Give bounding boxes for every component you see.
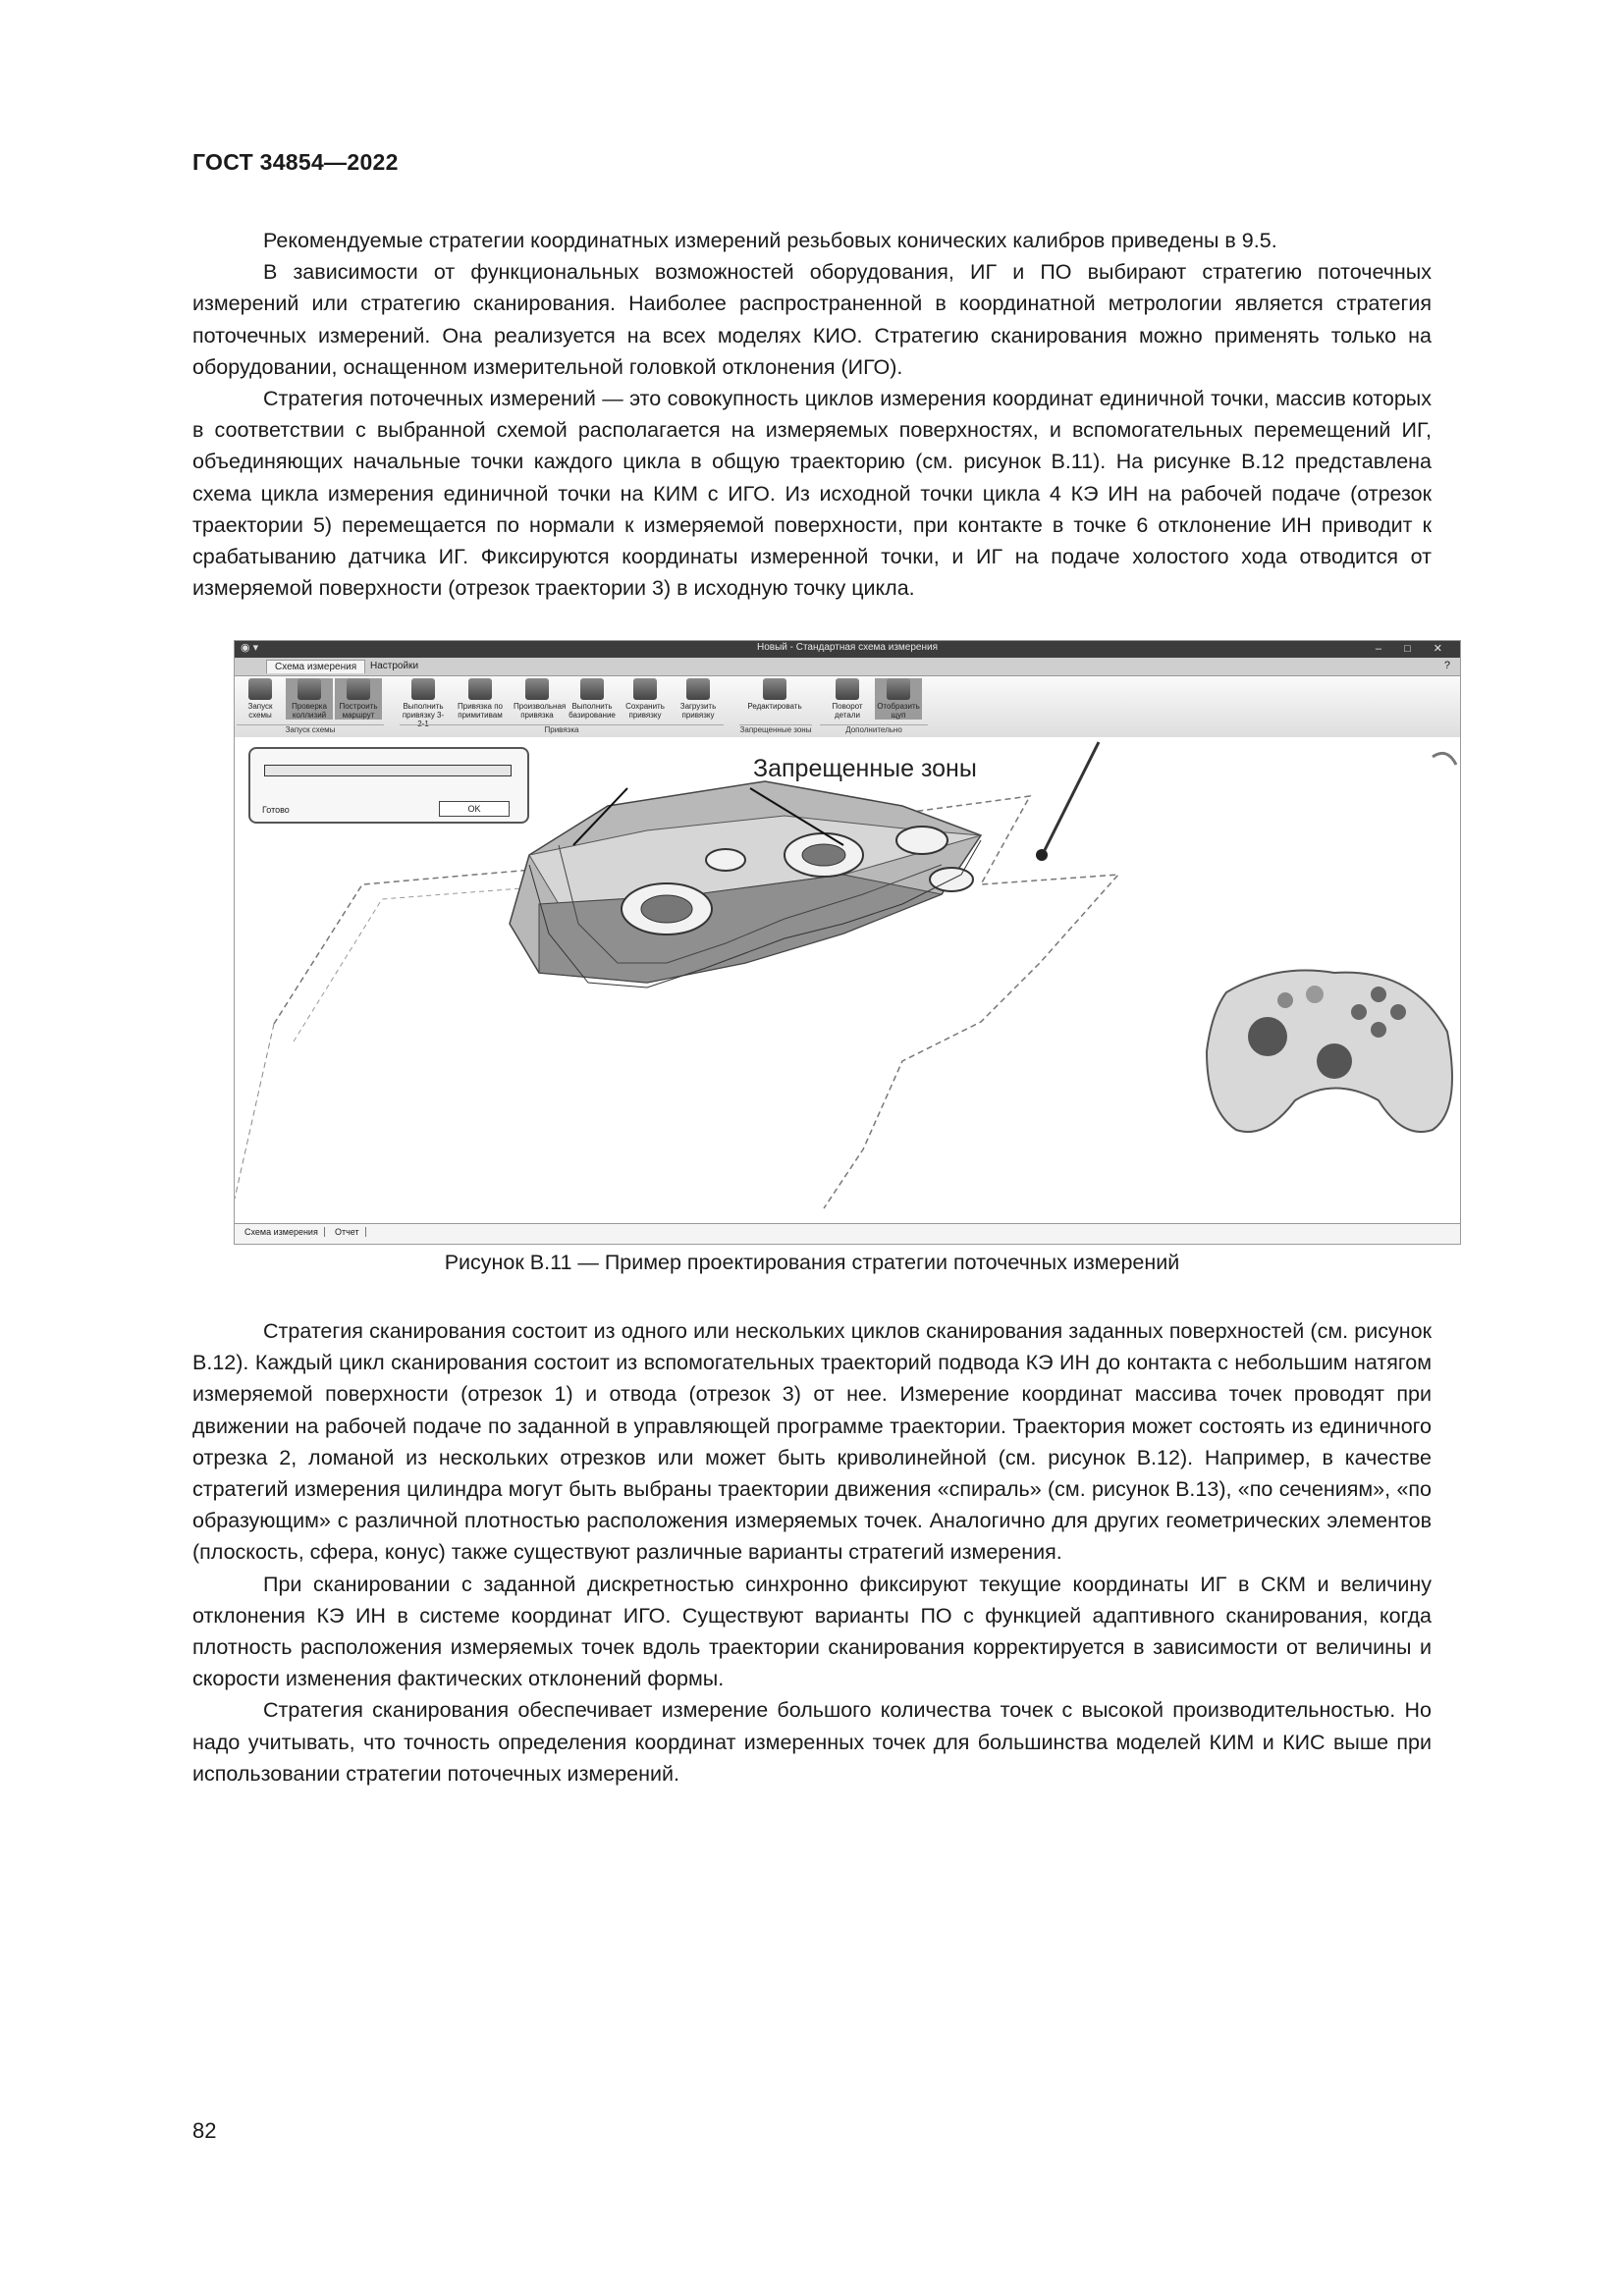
paragraph: Стратегия поточечных измерений — это совокупность циклов измерения координат единичной точки, массив которых в соответствии с выбранной схемой располагается на измеряемых поверхностях, и вспомогательных перемещений ИГ, объединяющих начальные точки каждого цикла в общую траекторию (см. рисунок В.11). На рисунке В.12 представлена схема цикла измерения единичной точки на КИМ с ИГО. Из исходной точки цикла 4 КЭ ИН на рабочей подаче (отрезок траектории 5) перемещается по нормали к измеряемой поверхности, при контакте в точке 6 отклонение ИН приводит к срабатыванию датчика ИГ. Фиксируются координаты измеренной точки, и ИГ на подаче холостого хода отводится от измеряемой поверхности (отрезок траектории 3) в исходную точку цикла.: [192, 387, 1432, 601]
document-header: ГОСТ 34854—2022: [192, 149, 399, 175]
tab-settings[interactable]: Настройки: [370, 661, 419, 671]
window-controls-icon[interactable]: ‒ □ ✕: [1375, 643, 1452, 655]
bind-321-icon: [411, 678, 435, 700]
ribbon-button-label: Сохранить привязку: [625, 702, 665, 720]
hole-inner: [802, 844, 845, 866]
hole-inner: [641, 895, 692, 923]
page-number: 82: [192, 2118, 217, 2143]
ribbon-button-run[interactable]: [237, 678, 284, 720]
ribbon-button-label: Загрузить привязку: [679, 702, 717, 720]
gamepad-icon: [1207, 971, 1452, 1133]
free-bind-icon: [525, 678, 549, 700]
zone-edge: [235, 1024, 274, 1199]
probe-icon: [887, 678, 910, 700]
ribbon-button-show-probe[interactable]: [875, 678, 922, 720]
ribbon-button-basing[interactable]: [568, 678, 616, 720]
paragraph: При сканировании с заданной дискретностью синхронно фиксируют текущие координаты ИГ в СКМ и величину отклонения КЭ ИН в системе координат ИГО. Существуют варианты ПО с функцией адаптивного сканирования, когда плотность расположения измеряемых точек вдоль траектории сканирования корректируется в зависимости от величины и скорости изменения фактических отклонений формы.: [192, 1572, 1432, 1691]
hole: [706, 849, 745, 871]
figure-screenshot: [234, 640, 1461, 1245]
ribbon-button-route[interactable]: [335, 678, 382, 720]
ribbon-button-label: Проверка коллизий: [292, 702, 327, 720]
bind-primitives-icon: [468, 678, 492, 700]
ribbon-group-label: Привязка: [400, 724, 724, 734]
ok-button[interactable]: OK: [439, 801, 510, 817]
ribbon-button-label: Произвольная привязка: [514, 702, 567, 720]
ribbon-button-collisions[interactable]: [286, 678, 333, 720]
paragraph: Стратегия сканирования состоит из одного или нескольких циклов сканирования заданных поверхностей (см. рисунок В.12). Каждый цикл сканирования состоит из вспомогательных траекторий подвода КЭ ИН до контакта с небольшим натягом измеряемой поверхности (отрезок 1) и отвода (отрезок 3) от нее. Измерение координат массива точек проводят при движении на рабочей подаче по заданной в управляющей программе траектории. Траектория может состоять из единичного отрезка 2, ломаной из нескольких отрезков или может быть криволинейной (см. рисунок В.12). Например, в качестве стратегий измерения цилиндра могут быть выбраны траектории движения «спираль» (см. рисунок В.13), «по сечениям», «по образующим» с различной плотностью расположения измеряемых точек. Аналогично для других геометрических элементов (плоскость, сфера, конус) также существуют различные варианты стратегий измерения.: [192, 1319, 1432, 1565]
progress-dialog: [248, 747, 529, 824]
ribbon-button-load-bind[interactable]: [675, 678, 722, 720]
route-icon: [347, 678, 370, 700]
3d-viewport[interactable]: [235, 737, 1460, 1224]
ribbon-tabs: [235, 658, 1460, 676]
text-block-bottom: [192, 1315, 1432, 1789]
dialog-status: Готово: [262, 805, 290, 815]
ribbon-button-label: Поворот детали: [832, 702, 863, 720]
probe-tip: [1036, 849, 1048, 861]
help-icon[interactable]: ?: [1443, 660, 1450, 671]
ribbon-button-label: Запуск схемы: [247, 702, 273, 720]
ribbon-button-label: Выполнить базирование: [568, 702, 616, 720]
ribbon-group-label: Запуск схемы: [237, 724, 384, 734]
text-block-top: [192, 225, 1432, 604]
save-icon: [633, 678, 657, 700]
ribbon-button-rotate[interactable]: [824, 678, 871, 720]
ribbon-button-edit[interactable]: [745, 678, 804, 711]
zone-label: Запрещенные зоны: [753, 755, 977, 782]
edit-icon: [763, 678, 786, 700]
basing-icon: [580, 678, 604, 700]
bottom-tabs: [235, 1223, 1460, 1244]
ribbon-button-save-bind[interactable]: [622, 678, 669, 720]
probe-stylus: [1045, 742, 1099, 850]
tab-scheme-bottom[interactable]: Схема измерения: [239, 1227, 325, 1237]
run-icon: [248, 678, 272, 700]
tab-scheme[interactable]: Схема измерения: [266, 660, 365, 673]
window-title: Новый - Стандартная схема измерения: [756, 642, 939, 653]
quick-access-icon[interactable]: ◉ ▾: [241, 642, 259, 654]
tab-report[interactable]: Отчет: [329, 1227, 366, 1237]
ribbon-button-label: Отобразить щуп: [877, 702, 920, 720]
ribbon-button-label: Редактировать: [747, 702, 802, 711]
ribbon-button-label: Построить маршрут: [339, 702, 378, 720]
hole: [896, 827, 947, 854]
ribbon-button-bind-primitives[interactable]: [457, 678, 504, 720]
ribbon: [235, 676, 1460, 738]
figure-caption: Рисунок В.11 — Пример проектирования стратегии поточечных измерений: [444, 1251, 1180, 1274]
load-icon: [686, 678, 710, 700]
paragraph: В зависимости от функциональных возможностей оборудования, ИГ и ПО выбирают стратегию поточечных измерений или стратегию сканирования. Наиболее распространенной в координатной метрологии является стратегия поточечных измерений. Она реализуется на всех моделях КИО. Стратегию сканирования можно применять только на оборудовании, оснащенном измерительной головкой отклонения (ИГО).: [192, 260, 1432, 379]
window-titlebar: [235, 641, 1460, 658]
progress-bar: [264, 765, 512, 776]
ribbon-button-free-bind[interactable]: [514, 678, 567, 720]
rotate-view-icon: [1433, 753, 1456, 765]
ribbon-button-bind-321[interactable]: [400, 678, 447, 728]
ribbon-button-label: Привязка по примитивам: [458, 702, 503, 720]
paragraph: Рекомендуемые стратегии координатных измерений резьбовых конических калибров приведены в 9.5.: [263, 229, 1277, 252]
ribbon-group-label: Запрещенные зоны: [739, 725, 812, 734]
collisions-icon: [298, 678, 321, 700]
ribbon-button-label: Выполнить привязку 3-2-1: [402, 702, 445, 728]
ribbon-group-label: Дополнительно: [820, 724, 928, 734]
paragraph: Стратегия сканирования обеспечивает измерение большого количества точек с высокой производительностью. Но надо учитывать, что точность определения координат измеренных точек для большинства моделей КИМ и КИС выше при использовании стратегии поточечных измерений.: [192, 1698, 1432, 1786]
rotate-icon: [836, 678, 859, 700]
